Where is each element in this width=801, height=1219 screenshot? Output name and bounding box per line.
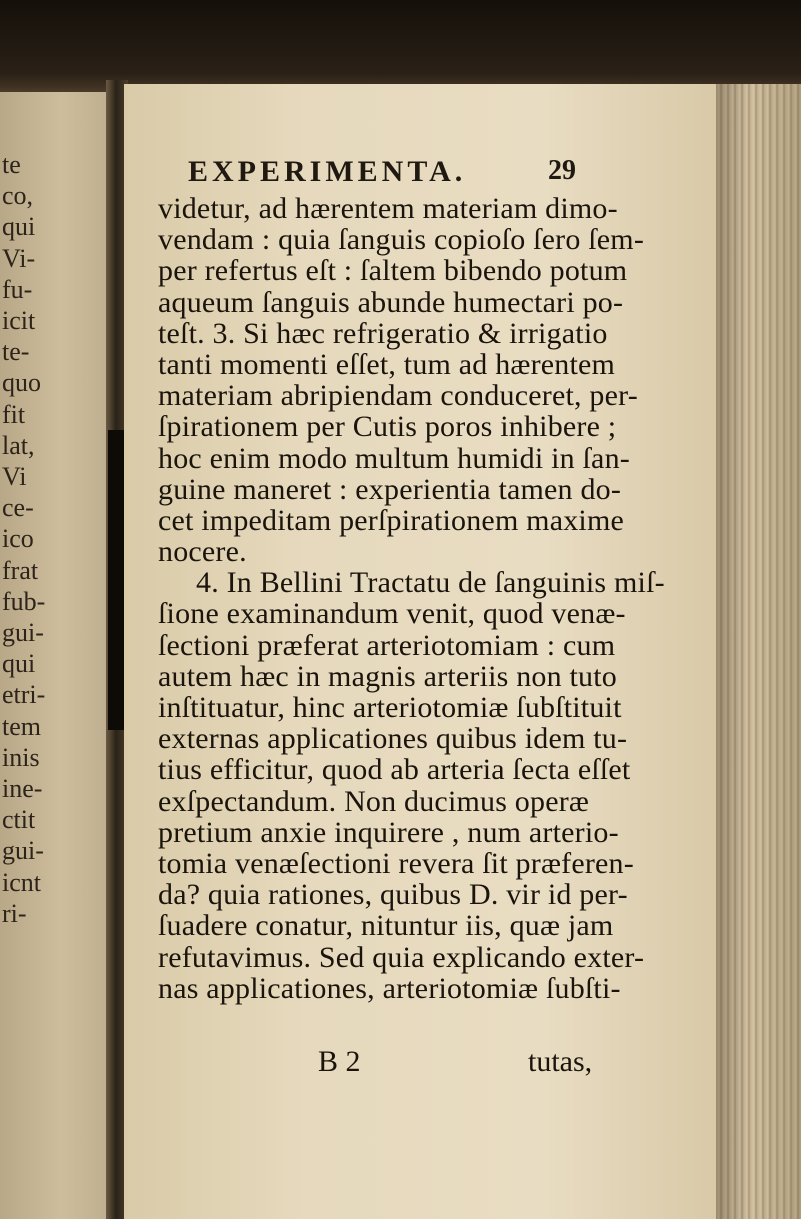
previous-page-edge [0,92,112,1219]
text-line: tius efficitur, quod ab arteria ſecta eſſet [158,753,631,787]
left-page-fragment: ico [2,524,34,554]
left-page-fragment: gui- [2,836,44,866]
text-line: cet impeditam perſpirationem maxime [158,503,625,537]
text-line: da? quia rationes, quibus D. vir id per- [158,878,628,912]
left-page-fragment: frat [2,555,39,585]
left-page-fragment: qui [2,649,36,679]
left-page-fragment: tem [2,711,41,741]
left-page-fragment: inis [2,742,40,772]
text-line: ſione examinandum venit, quod venæ- [158,597,626,631]
running-head: EXPERIMENTA. [188,155,467,188]
left-page-fragment: te [2,150,21,179]
background-top [0,0,801,92]
body-text [158,193,678,1004]
left-page-fragment: fub- [2,586,46,616]
text-line: nocere. [158,535,247,569]
text-line: pretium anxie inquirere , num arterio- [158,815,619,849]
text-line: externas applicationes quibus idem tu- [158,722,628,756]
left-page-fragment: quo [2,368,41,398]
left-page-fragment: Vi- [2,243,36,273]
left-page-fragment: ce- [2,493,34,523]
text-line: materiam abripiendam conduceret, per- [158,379,638,413]
text-line: 4. In Bellini Tractatu de ſanguinis miſ- [196,566,665,600]
text-line: ſpirationem per Cutis poros inhibere ; [158,410,617,444]
left-page-fragment: te- [2,337,30,367]
left-page-fragment: ri- [2,898,27,928]
signature-mark: B 2 [318,1045,361,1078]
text-line: hoc enim modo multum humidi in ſan- [158,441,630,475]
page-footer [158,1045,678,1077]
catchword: tutas, [528,1045,593,1078]
left-page-fragment: ine- [2,774,43,803]
left-page-fragment: gui- [2,618,44,647]
text-line: vendam : quia ſanguis copioſo ſero ſem- [158,223,645,257]
text-line: inſtituatur, hinc arteriotomiæ ſubſtituit [158,691,622,724]
left-page-fragment: fu- [2,274,33,304]
text-line: ſectioni præferat arteriotomiam : cum [158,628,616,662]
left-page-fragment: lat, [2,430,35,460]
text-line: ſuadere conatur, nituntur iis, quæ jam [158,909,614,943]
left-page-fragment: icnt [2,867,41,897]
text-line: autem hæc in magnis arteriis non tuto [158,659,617,693]
left-page-fragment: ctit [2,805,36,835]
text-line: aqueum ſanguis abunde humectari po- [158,285,624,319]
book-gutter-shadow [108,430,124,730]
left-page-fragment: Vi [2,462,27,491]
text-line: guine maneret : experientia tamen do- [158,472,622,506]
left-page-fragment: co, [2,181,34,211]
page-header [148,155,668,195]
text-line: teſt. 3. Si hæc refrigeratio & irrigatio [158,316,608,350]
text-line: tanti momenti eſſet, tum ad hærentem [158,347,616,381]
text-line: videtur, ad hærentem materiam dimo- [158,192,618,225]
text-line: tomia venæſectioni revera ſit præferen- [158,846,634,880]
page-number: 29 [548,155,576,186]
text-line: per refertus eſt : ſaltem bibendo potum [158,254,628,288]
text-line: nas applicationes, arteriotomiæ ſubſti- [158,971,621,1005]
left-page-fragment: qui [2,212,36,242]
text-line: exſpectandum. Non ducimus operæ [158,784,590,818]
left-page-fragment: icit [2,306,36,335]
text-line: refutavimus. Sed quia explicando exter- [158,940,645,974]
left-page-fragment: etri- [2,680,46,710]
page-stack-shadow [716,84,801,1219]
left-page-fragment: fit [2,399,26,429]
